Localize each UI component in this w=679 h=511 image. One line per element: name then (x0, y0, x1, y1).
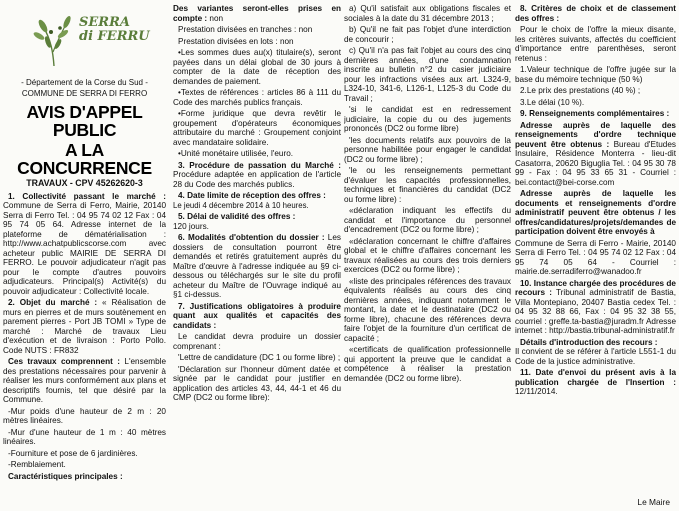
works-item-1: -Mur poids d'une hauteur de 2 m : 20 mètres linéaires. (3, 406, 166, 426)
section-9-sub2: Adresse auprès de laquelle les documents et renseignements d'ordre administratif peuvent être obtenus / les offres/candidatures/projets/demandes de participation doivent être envoyés à (515, 189, 676, 236)
column-2 (173, 4, 341, 507)
section-2-title: 2. Objet du marché : (8, 298, 98, 308)
variants-line (173, 4, 341, 23)
logo-wordmark (79, 16, 150, 44)
works-title: Ces travaux comprennent : (8, 357, 120, 367)
works-text: L'ensemble des prestations nécessaires pour parvenir à réaliser les murs conformément aux plans et descriptifs fournis, tel que désiré par la Commune. (3, 357, 166, 405)
section-7-item-a: 'Lettre de candidature (DC 1 ou forme libre) ; (178, 353, 341, 362)
section-11-text: 12/11/2014. (515, 387, 558, 396)
department-line: - Département de la Corse du Sud - (21, 78, 148, 87)
section-9-sub: Adresse auprès de laquelle des renseignements d'ordre technique peuvent être obtenus : (515, 120, 676, 149)
section-3-text: Procédure adaptée en application de l'article 28 du Code des marchés publics. (173, 170, 341, 189)
section-6-title: 6. Modalités d'obtention du dossier : (178, 233, 325, 242)
section-6-text: Les dossiers de consultation pourront être demandés et retirés gratuitement auprès du Maître d'œuvre à l'adresse indiquée au §9 ci-dessous ou téléchargés sur le site du profil acheteur du Maître de l'Ouvrage indiqué au §1 ci-dessus. (173, 233, 341, 299)
commune-logo (3, 6, 166, 76)
column-4 (515, 4, 676, 507)
section-8-title: 8. Critères de choix et de classement des offres : (515, 4, 676, 23)
section-6 (173, 233, 341, 300)
works-section (3, 357, 166, 405)
condition-a: a) Qu'il satisfait aux obligations fiscales et sociales à la date du 31 décembre 2013 ; (344, 4, 511, 23)
condition-j: «certificats de qualification professionnelle qui apportent la preuve que le candidat a compétence à réaliser la prestation demandée (DC2 ou forme libre). (344, 345, 511, 383)
section-7-text: Le candidat devra produire un dossier comprenant : (173, 332, 341, 351)
lots-line: Prestation divisées en lots : non (178, 36, 294, 46)
condition-d: 'si le candidat est en redressement judiciaire, la copie du ou des jugements prononcés (DC2 ou forme libre) (344, 105, 511, 133)
section-10-sub-text: Il convient de se référer à l'article L551-1 du Code de la justice administrative. (515, 347, 676, 366)
section-11 (515, 368, 676, 397)
notice-subtitle: TRAVAUX - CPV 45262620-3 (26, 178, 143, 189)
section-9-text: Bureau d'Etudes Insulaire, Résidence Monterra - lieu-dit Casatorra, 20620 Biguglia Tel. : 04 95 30 78 99 - Fax : 04 95 33 65 31 - Courriel : bei.contact@bei-corse.com (515, 139, 676, 187)
condition-f: 'le ou les renseignements permettant d'évaluer les capacités professionnelles, techniques et financières du candidat (DC2 ou forme libre) : (344, 166, 511, 204)
section-4-title: 4. Date limite de réception des offres : (178, 191, 326, 200)
condition-c: c) Qu'il n'a pas fait l'objet au cours des cinq dernières années, d'une condamnation inscrite au bulletin n°2 du casier judiciaire pour les infractions visées aux art. L324-9, L324-10, 341-6, L126-1, L125-3 du Code du Travail ; (344, 46, 511, 103)
section-2-text: « Réalisation de murs en pierres et de murs soutènement en parement pierres - Port JB TOMI » Type de marché : Marché de travaux Lieu d'exécution et de livraison : Porto Pollo. Code NUTS : FR832 (3, 298, 166, 355)
section-10 (515, 279, 676, 336)
payment-line: •Les sommes dues au(x) titulaire(s), seront payées dans un délai global de 30 jours à compter de la date de réception des demandes de paiement. (173, 48, 341, 86)
section-5-title: 5. Délai de validité des offres : (178, 212, 296, 221)
section-10-text: Tribunal administratif de Bastia, Villa Montepiano, 20407 Bastia cedex Tel. : 04 95 32 88 66, Fax : 04 95 32 38 55, courriel : greffe.ta-bastia@juradm.fr Adresse internet : http://bastia.tribunal-administratif.fr (515, 288, 676, 335)
section-4-text: Le jeudi 4 décembre 2014 à 10 heures. (173, 200, 309, 210)
section-10-title: 10. Instance chargée des procédures de recours : (515, 278, 676, 297)
column-1 (3, 4, 166, 507)
tranches-line: Prestation divisées en tranches : non (178, 25, 313, 34)
section-10-sub: Détails d'introduction des recours : (520, 337, 658, 347)
condition-h: «déclaration concernant le chiffre d'affaires global et le chiffre d'affaires concernant les travaux réalisées au cours des trois derniers exercices (DC2 ou forme libre) ; (344, 236, 511, 274)
section-5 (173, 212, 341, 231)
criterion-2: 2.Le prix des prestations (40 %) ; (520, 86, 641, 95)
notice-title-line-1: AVIS D'APPEL PUBLIC (26, 102, 143, 141)
section-11-title: 11. Date d'envoi du présent avis à la publication chargée de l'Insertion : (515, 368, 676, 387)
logo-line-2: di FERRU (79, 29, 150, 44)
section-1-text: Commune de Serra di Ferro, Mairie, 20140 Serra di Ferro Tel. : 04 95 74 02 12 Fax : 04 95 74 05 64. Adresse internet de la plateforme de dématérialisation : http://www.achatpublicscorse.com avec acheteur public MAIRIE DE SERRA DI FERRO. Le pouvoir adjudicateur n'agit pas pour le compte d'autres pouvoirs adjudicateurs. Principal(s) Activité(s) du pouvoir adjudicateur : Collectivité locale. (3, 201, 166, 296)
section-4 (173, 191, 341, 210)
section-9-title: 9. Renseignements complémentaires : (520, 109, 670, 118)
variants-value: non (209, 13, 224, 23)
logo-line-1: SERRA (79, 15, 130, 30)
condition-g: «déclaration indiquant les effectifs du candidat et l'importance du personnel d'encadrement (DC2 ou forme libre) ; (344, 206, 511, 234)
olive-branch-icon (31, 12, 77, 68)
references-line: •Textes de références : articles 86 à 111 du Code des marchés publics français. (173, 88, 341, 107)
section-1 (3, 192, 166, 297)
section-5-text: 120 jours. (173, 221, 209, 231)
condition-b: b) Qu'il ne fait pas l'objet d'une interdiction de concourir ; (344, 25, 511, 44)
commune-line: COMMUNE DE SERRA DI FERRO (21, 89, 148, 99)
section-8-text: Pour le choix de l'offre la mieux disante, les critères suivants, affectés du coefficient d'importance entre parenthèses, seront retenus : (515, 25, 676, 63)
section-7-title: 7. Justifications obligatoires à produire quant aux qualités et capacités des candidats : (173, 301, 341, 330)
works-item-4: -Remblaiement. (8, 460, 66, 470)
variants-title: Des variantes seront-elles prises en compte : (173, 4, 341, 23)
section-3 (173, 161, 341, 190)
criterion-1: 1.Valeur technique de l'offre jugée sur la base du mémoire technique (50 %) (515, 65, 676, 84)
characteristics-title: Caractéristiques principales : (8, 471, 123, 481)
section-2 (3, 298, 166, 355)
section-9-text2: Commune de Serra di Ferro - Mairie, 20140 Serra di Ferro Tel. : 04 95 74 02 12 Fax : 04 95 74 05 64 - Courriel : mairie.de.serradiferro@wanadoo.fr (515, 238, 676, 276)
legal-form-line: •Forme juridique que devra revêtir le groupement d'opérateurs économiques attributaire du marché : Groupement conjoint avec mandataire solidaire. (173, 109, 341, 147)
condition-i: «liste des principales références des travaux équivalents réalisés au cours des cinq dernières années, indiquant notamment le montant, la date et le destinataire (DC2 ou forme libre), chacune des références devra faire l'objet de la fourniture d'un certificat de capacité ; (344, 276, 511, 343)
section-1-title: 1. Collectivité passant le marché : (8, 191, 166, 201)
column-3 (344, 4, 511, 507)
works-item-3: -Fourniture et pose de 6 jardinières. (8, 448, 138, 458)
works-item-2: -Mur d'une hauteur de 1 m : 40 mètres linéaires. (3, 427, 166, 447)
section-9-technical (515, 121, 676, 188)
section-7-item-b: 'Déclaration sur l'honneur dûment datée et signée par le candidat pour justifier en application des articles 43, 44, 44-1 et 46 du CMP (DC2 ou forme libre): (173, 364, 341, 402)
currency-line: •Unité monétaire utilisée, l'euro. (178, 149, 294, 158)
signature: Le Maire (637, 496, 670, 507)
section-3-title: 3. Procédure de passation du Marché : (178, 160, 341, 170)
criterion-3: 3.Le délai (10 %). (520, 97, 585, 107)
condition-e: 'les documents relatifs aux pouvoirs de la personne habilitée pour engager le candidat (DC2 ou forme libre) ; (344, 135, 511, 164)
section-10-details (515, 338, 676, 367)
notice-title-line-2: A LA CONCURRENCE (17, 140, 152, 179)
